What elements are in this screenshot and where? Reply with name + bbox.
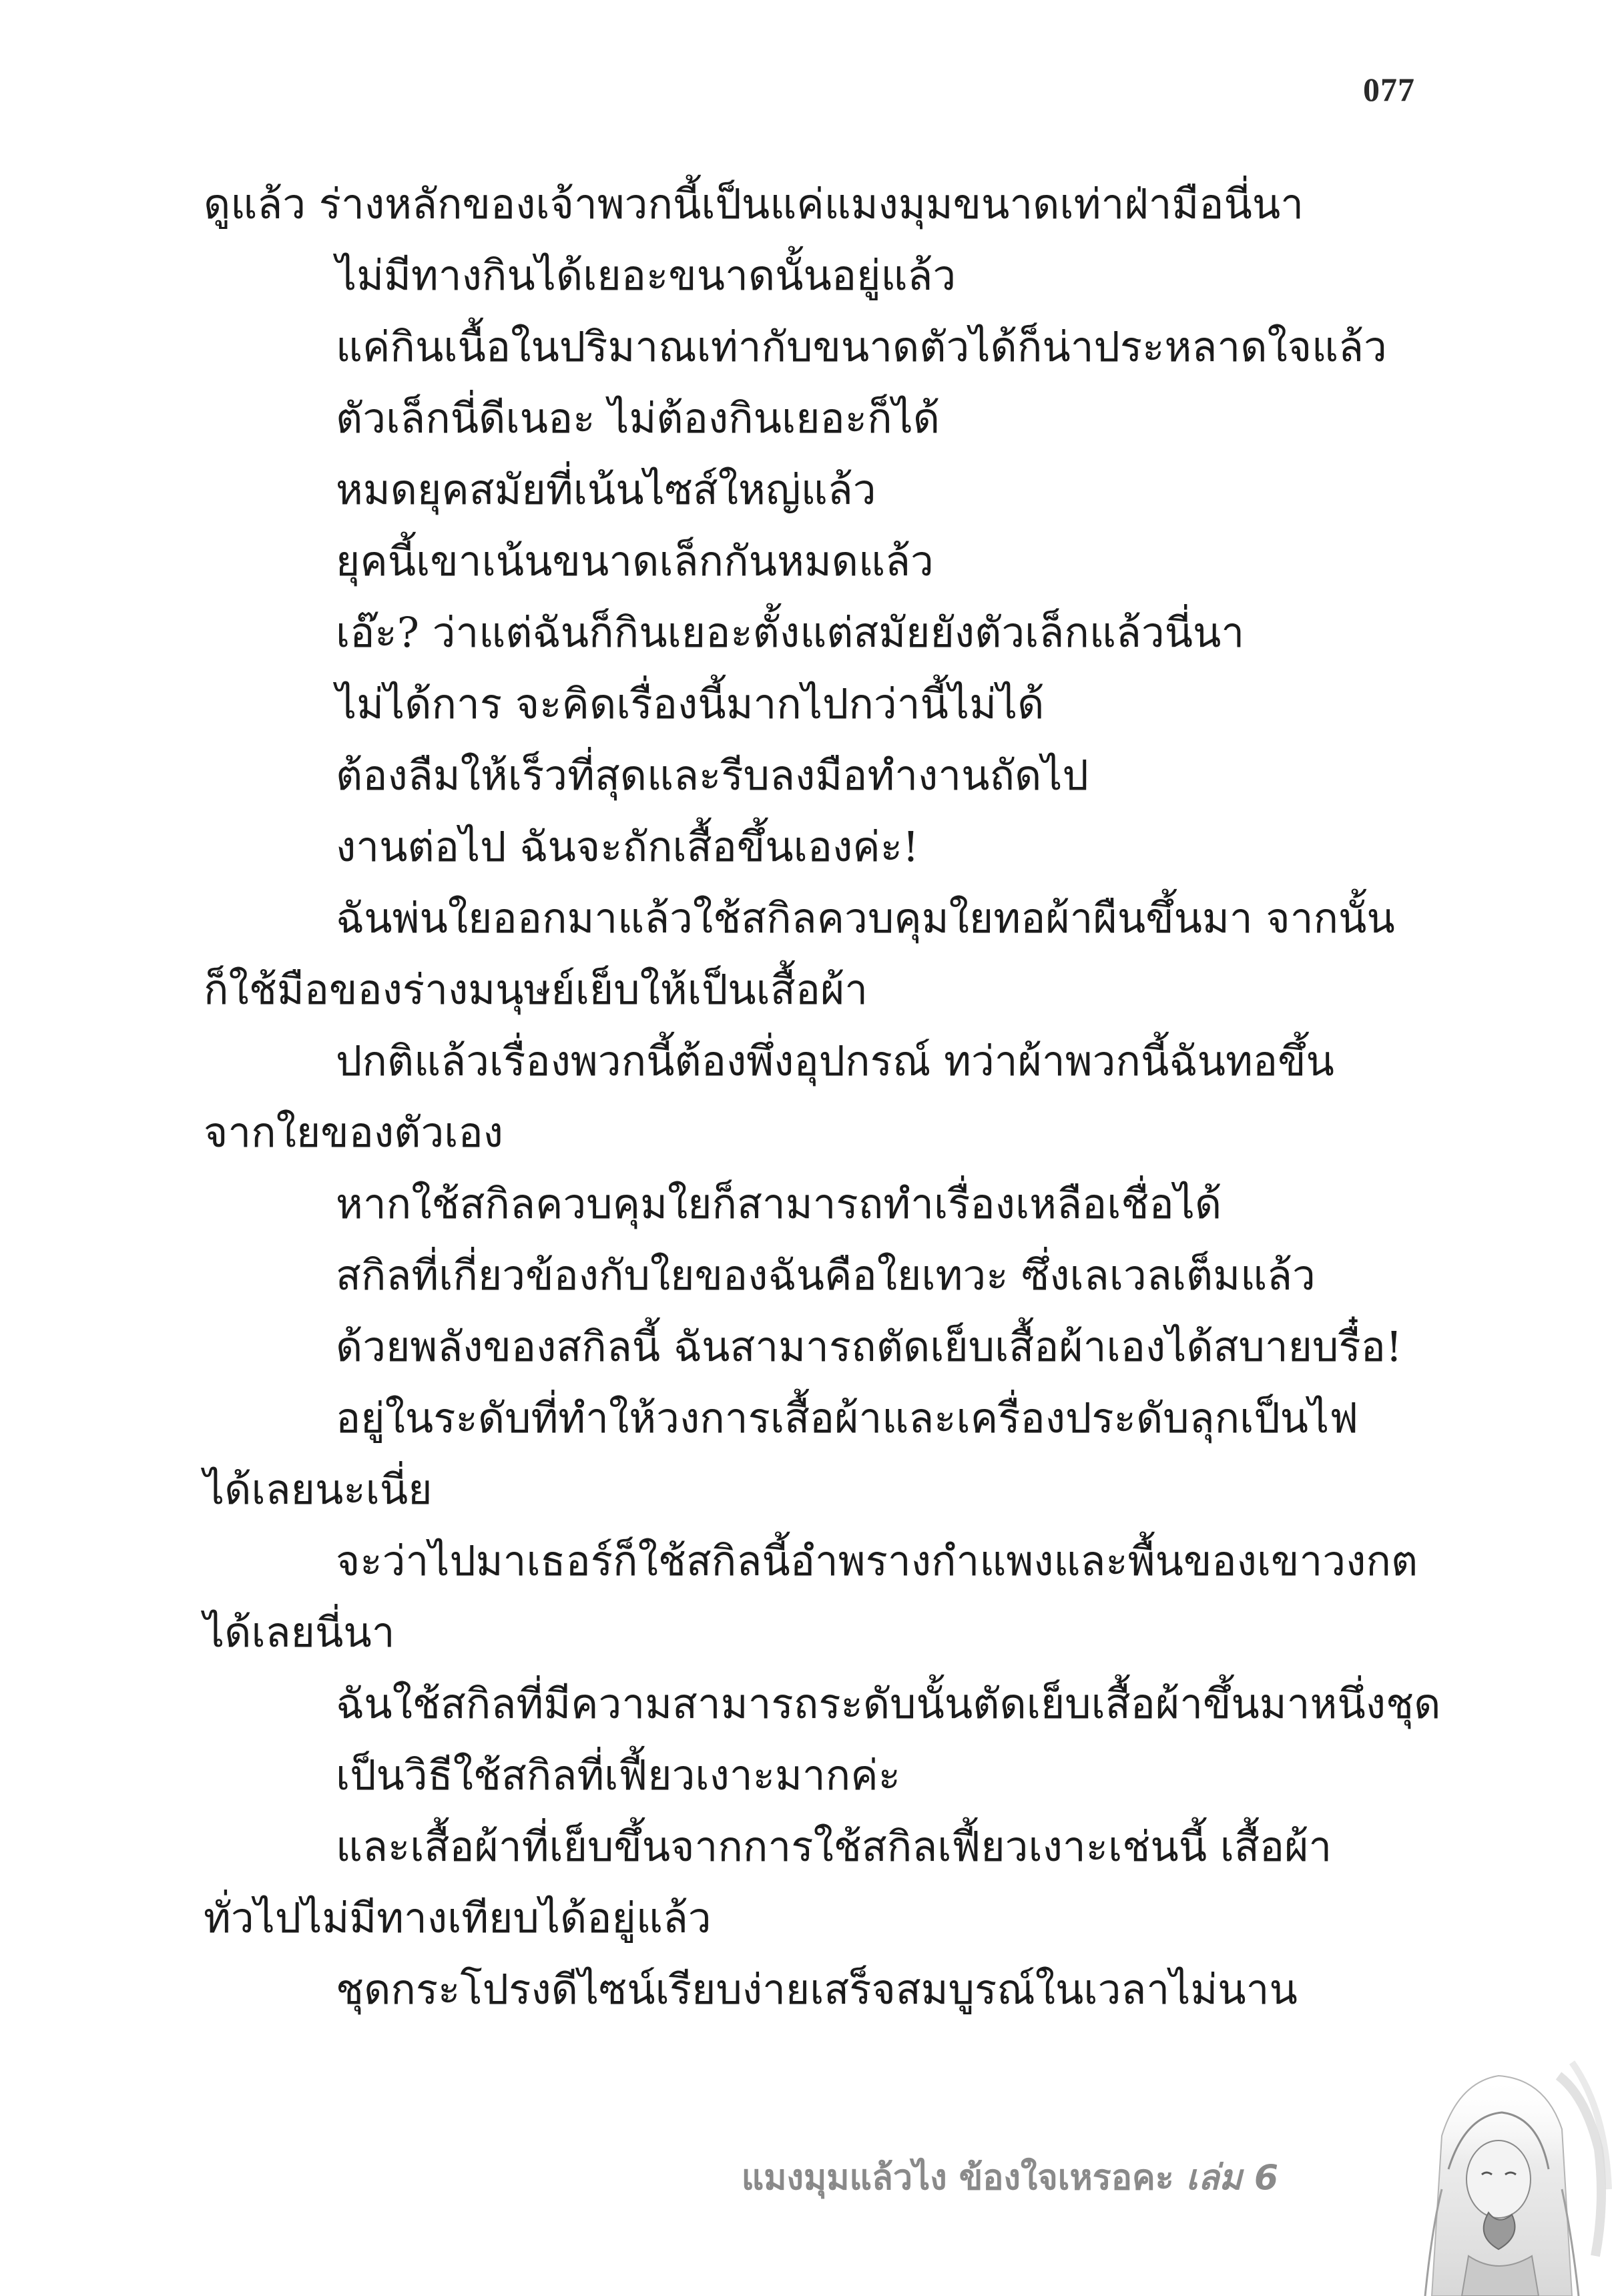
text-line: ตัวเล็กนี่ดีเนอะ ไม่ต้องกินเยอะก็ได้	[336, 394, 941, 443]
text-line: ทั่วไปไม่มีทางเทียบได้อยู่แล้ว	[204, 1894, 712, 1942]
text-line: ด้วยพลังของสกิลนี้ ฉันสามารถตัดเย็บเสื้อผ้าเองได้สบายบรื๋อ!	[336, 1322, 1402, 1371]
text-line: หากใช้สกิลควบคุมใยก็สามารถทำเรื่องเหลือเชื่อได้	[336, 1179, 1222, 1228]
text-line: ก็ใช้มือของร่างมนุษย์เย็บให้เป็นเสื้อผ้า	[204, 965, 868, 1014]
series-title: แมงมุมแล้วไง ข้องใจเหรอคะ	[741, 2158, 1174, 2198]
character-illustration	[1332, 2056, 1612, 2296]
text-line: งานต่อไป ฉันจะถักเสื้อขึ้นเองค่ะ!	[336, 822, 919, 871]
text-line: ไม่มีทางกินได้เยอะขนาดนั้นอยู่แล้ว	[336, 251, 957, 300]
text-line: ได้เลยนะเนี่ย	[204, 1465, 433, 1514]
text-line: จะว่าไปมาเธอร์ก็ใช้สกิลนี้อำพรางกำแพงและพื้นของเขาวงกต	[336, 1536, 1418, 1585]
volume-label: เล่ม 6	[1185, 2158, 1278, 2198]
text-line: ไม่ได้การ จะคิดเรื่องนี้มากไปกว่านี้ไม่ได้	[336, 679, 1045, 728]
footer-title	[742, 2149, 1278, 2205]
text-line: ชุดกระโปรงดีไซน์เรียบง่ายเสร็จสมบูรณ์ในเวลาไม่นาน	[336, 1965, 1298, 2014]
text-line: ยุคนี้เขาเน้นขนาดเล็กกันหมดแล้ว	[336, 537, 934, 585]
text-line: ได้เลยนี่นา	[204, 1608, 395, 1657]
text-line: จากใยของตัวเอง	[204, 1108, 503, 1157]
text-line: ฉันพ่นใยออกมาแล้วใช้สกิลควบคุมใยทอผ้าผืนขึ้นมา จากนั้น	[336, 894, 1395, 942]
page-number: 077	[1363, 71, 1415, 108]
text-line: เอ๊ะ? ว่าแต่ฉันก็กินเยอะตั้งแต่สมัยยังตัวเล็กแล้วนี่นา	[336, 608, 1245, 657]
text-line: ปกติแล้วเรื่องพวกนี้ต้องพึ่งอุปกรณ์ ทว่าผ้าพวกนี้ฉันทอขึ้น	[336, 1037, 1334, 1085]
text-line: ต้องลืมให้เร็วที่สุดและรีบลงมือทำงานถัดไป	[336, 751, 1089, 800]
text-line: เป็นวิธีใช้สกิลที่เฟี้ยวเงาะมากค่ะ	[336, 1751, 900, 1799]
text-line: สกิลที่เกี่ยวข้องกับใยของฉันคือใยเทวะ ซึ่งเลเวลเต็มแล้ว	[336, 1251, 1316, 1300]
text-line: แค่กินเนื้อในปริมาณเท่ากับขนาดตัวได้ก็น่าประหลาดใจแล้ว	[336, 322, 1387, 371]
text-line: ฉันใช้สกิลที่มีความสามารถระดับนั้นตัดเย็บเสื้อผ้าขึ้นมาหนึ่งชุด	[336, 1679, 1441, 1728]
text-line: หมดยุคสมัยที่เน้นไซส์ใหญ่แล้ว	[336, 465, 876, 514]
text-line: อยู่ในระดับที่ทำให้วงการเสื้อผ้าและเครื่องประดับลุกเป็นไฟ	[336, 1394, 1359, 1442]
text-line: และเสื้อผ้าที่เย็บขึ้นจากการใช้สกิลเฟี้ยวเงาะเช่นนี้ เสื้อผ้า	[336, 1822, 1332, 1871]
text-line: ดูแล้ว ร่างหลักของเจ้าพวกนี้เป็นแค่แมงมุมขนาดเท่าฝ่ามือนี่นา	[204, 180, 1304, 228]
